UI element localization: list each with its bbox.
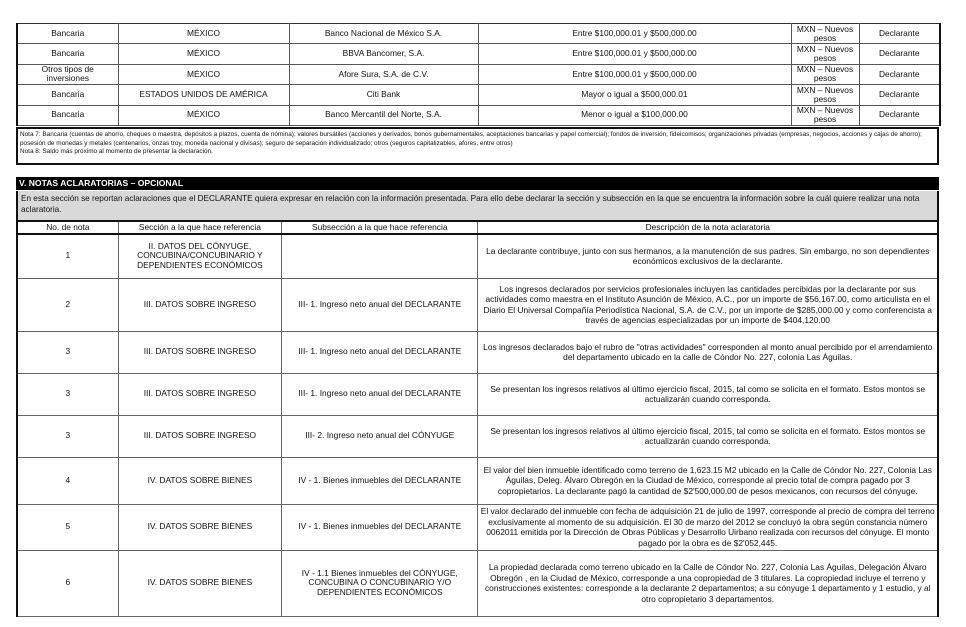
- investment-institution: Citi Bank: [289, 85, 478, 105]
- note-section: III. DATOS SOBRE INGRESO: [118, 415, 281, 457]
- investment-row: [17, 64, 940, 84]
- investment-country: MÉXICO: [118, 44, 289, 64]
- footnote-7: Nota 7: Bancaria (cuentas de ahorro, cheques o maestra, depósitos a plazos, cuenta de nómina); valores bursátiles (acciones y derivados, bonos gubernamentales, aceptaciones bancarias y papel comercial); fondos de inversión; fideicomisos; organizaciones privadas (empresas, negocios, acciones y cajas de ahorro); posesión de monedas y metales (centenarios, onzas troy, moneda nacional y divisas); seguro de separación individualizado; otros (seguros capitalizables, afores, entre otros): [20, 131, 922, 147]
- note-number: 1: [17, 234, 118, 278]
- investment-currency: MXN – Nuevos pesos: [791, 24, 859, 44]
- investment-country: MÉXICO: [118, 64, 289, 84]
- note-row: [17, 234, 938, 278]
- note-row: [17, 504, 938, 550]
- investment-institution: BBVA Bancomer, S.A.: [289, 44, 478, 64]
- note-description: Los ingresos declarados por servicios profesionales incluyen las cantidades percibidas por la declarante por sus actividades como maestra en el Instituto Asunción de México, A.C., por un importe de $56,167.00, como articulista en el Diario El Universal Compañía Periodística Nacional, S.A. de C.V., por un importe de $285,000.00 y como conferencista a través de agencias especializadas por un importe de $404,120.00: [478, 278, 938, 331]
- investment-institution: Banco Mercantil del Norte, S.A.: [289, 105, 478, 125]
- investment-currency: MXN – Nuevos pesos: [791, 85, 859, 105]
- note-number: 4: [17, 457, 118, 504]
- investment-holder: Declarante: [859, 64, 940, 84]
- investment-row: [17, 85, 940, 105]
- header-note-number: No. de nota: [17, 221, 118, 234]
- note-section: IV. DATOS SOBRE BIENES: [118, 504, 281, 550]
- note-section: II. DATOS DEL CÓNYUGE, CONCUBINA/CONCUBINARIO Y DEPENDIENTES ECONÓMICOS: [118, 234, 281, 278]
- note-subsection: III- 1. Ingreso neto anual del DECLARANTE: [282, 278, 478, 331]
- header-subsection: Subsección a la que hace referencia: [282, 221, 478, 234]
- investment-holder: Declarante: [859, 105, 940, 125]
- table-header-row: [17, 221, 938, 234]
- note-description: La declarante contribuye, junto con sus hermanos, a la manutención de sus padres. Sin embargo, no son dependientes económicos exclusivos de la declarante.: [478, 234, 938, 278]
- note-section: IV. DATOS SOBRE BIENES: [118, 457, 281, 504]
- note-row: [17, 373, 938, 415]
- note-section: IV. DATOS SOBRE BIENES: [118, 550, 281, 616]
- note-number: 5: [17, 504, 118, 550]
- investment-holder: Declarante: [859, 24, 940, 44]
- note-section: III. DATOS SOBRE INGRESO: [118, 278, 281, 331]
- note-subsection: III- 1. Ingreso neto anual del DECLARANTE: [282, 373, 478, 415]
- note-subsection: IV - 1. Bienes inmuebles del DECLARANTE: [282, 457, 478, 504]
- investment-balance: Mayor o igual a $500,000.01: [478, 85, 791, 105]
- investment-row: [17, 44, 940, 64]
- note-description: Se presentan los ingresos relativos al último ejercicio fiscal, 2015, tal como se solicita en el formato. Estos montos se actualizarán cuando corresponda.: [478, 415, 938, 457]
- investment-institution: Banco Nacional de México S.A.: [289, 24, 478, 44]
- investment-type: Otros tipos de inversiones: [17, 64, 118, 84]
- section-title: V. NOTAS ACLARATORIAS – OPCIONAL: [16, 177, 939, 190]
- investment-type: Bancaria: [17, 44, 118, 64]
- note-number: 3: [17, 331, 118, 373]
- note-row: [17, 278, 938, 331]
- investment-balance: Entre $100,000.01 y $500,000.00: [478, 64, 791, 84]
- note-description: La propiedad declarada como terreno ubicado en la Calle de Cóndor No. 227, Colonia Las Águilas, Delegación Álvaro Obregón , en la Ciudad de México, corresponde a una copropiedad de 3 titulares. La copropiedad incluye el terreno y construcciones existentes: corresponde a la declarante 2 departamentos; a su cónyuge 1 departamento y 1 estudio, y al otro copropietario 3 departamentos.: [478, 550, 938, 616]
- section-description: En esta sección se reportan aclaraciones que el DECLARANTE quiera expresar en relación con la información presentada. Para ello debe declarar la sección y subsección en la que se encuentra la información sobre la cuál quiere realizar una nota aclaratoria.: [16, 191, 939, 220]
- investment-country: ESTADOS UNIDOS DE AMÉRICA: [118, 85, 289, 105]
- investments-table: [16, 23, 941, 126]
- note-row: [17, 550, 938, 616]
- note-number: 2: [17, 278, 118, 331]
- note-section: III. DATOS SOBRE INGRESO: [118, 331, 281, 373]
- investment-type: Bancaria: [17, 85, 118, 105]
- note-description: El valor del bien inmueble identificado como terreno de 1,623.15 M2 ubicado en la Calle de Cóndor No. 227, Colonia Las Águilas, Deleg. Álvaro Obregón en la Ciudad de México, corresponde al precio total de compra pagado por 3 copropietarios. La declarante pagó la cantidad de $2'500,000.00 de pesos mexicanos, con recursos del cónyuge.: [478, 457, 938, 504]
- investment-currency: MXN – Nuevos pesos: [791, 44, 859, 64]
- header-description: Descripción de la nota aclaratoria: [478, 221, 938, 234]
- investment-balance: Entre $100,000.01 y $500,000.00: [478, 44, 791, 64]
- note-description: El valor declarado del inmueble con fecha de adquisición 21 de julio de 1997, corresponde al precio de compra del terreno exclusivamente al momento de su adquisición. El 30 de marzo del 2012 se concluyó la obra según constancia número 0062011 emitida por la Dirección de Obras Públicas y Desarrollo Uirbano realizada con recursos del cónyuge. El monto pagado por la obra es de $2'052,445.: [478, 504, 938, 550]
- investment-holder: Declarante: [859, 44, 940, 64]
- investment-currency: MXN – Nuevos pesos: [791, 64, 859, 84]
- note-number: 6: [17, 550, 118, 616]
- investment-balance: Menor o igual a $100,000.00: [478, 105, 791, 125]
- note-row: [17, 457, 938, 504]
- investment-type: Bancaria: [17, 105, 118, 125]
- investment-balance: Entre $100,000.01 y $500,000.00: [478, 24, 791, 44]
- note-subsection: [282, 234, 478, 278]
- header-section: Sección a la que hace referencia: [118, 221, 281, 234]
- footnote-8: Nota 8: Saldo más próximo al momento de presentar la declaración.: [20, 148, 213, 156]
- investment-country: MÉXICO: [118, 24, 289, 44]
- investment-holder: Declarante: [859, 85, 940, 105]
- note-number: 3: [17, 415, 118, 457]
- note-description: Se presentan los ingresos relativos al último ejercicio fiscal, 2015, tal como se solicita en el formato. Estos montos se actualizarán cuando corresponda.: [478, 373, 938, 415]
- note-row: [17, 415, 938, 457]
- investment-institution: Afore Sura, S.A. de C.V.: [289, 64, 478, 84]
- note-subsection: III- 1. Ingreso neto anual del DECLARANTE: [282, 331, 478, 373]
- investment-row: [17, 105, 940, 125]
- note-subsection: III- 2. Ingreso neto anual del CÓNYUGE: [282, 415, 478, 457]
- investment-row: [17, 24, 940, 44]
- note-number: 3: [17, 373, 118, 415]
- note-subsection: IV - 1. Bienes inmuebles del DECLARANTE: [282, 504, 478, 550]
- investment-currency: MXN – Nuevos pesos: [791, 105, 859, 125]
- note-section: III. DATOS SOBRE INGRESO: [118, 373, 281, 415]
- clarifying-notes-table: [16, 220, 939, 617]
- investment-country: MÉXICO: [118, 105, 289, 125]
- note-row: [17, 331, 938, 373]
- investment-footnotes: [16, 127, 939, 165]
- investment-type: Bancaria: [17, 24, 118, 44]
- note-subsection: IV - 1.1 Bienes inmuebles del CÓNYUGE, CONCUBINA O CONCUBINARIO Y/O DEPENDIENTES ECONÓMICOS: [282, 550, 478, 616]
- note-description: Los ingresos declarados bajo el rubro de "otras actividades" corresponden al monto anual percibido por el arrendamiento del departamento ubicado en la calle de Cóndor No. 227, colonia Las Águilas.: [478, 331, 938, 373]
